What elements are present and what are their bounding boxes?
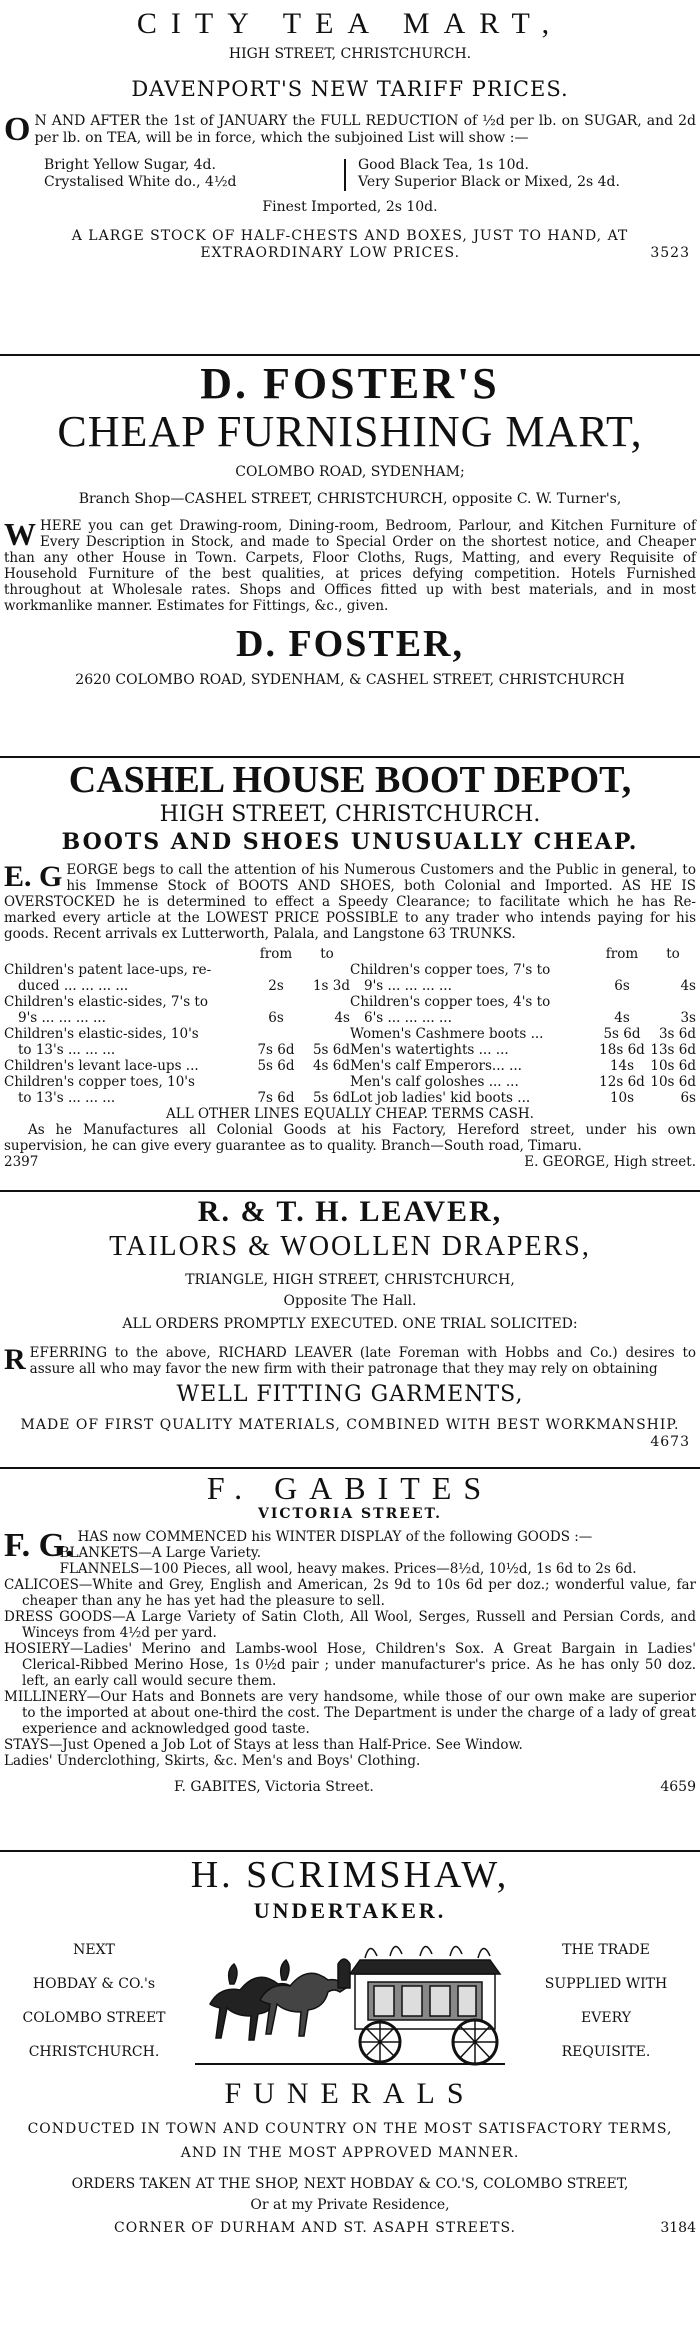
ad-intro: F. G. HAS now COMMENCED his WINTER DISPLAY of the following GOODS :—: [4, 1527, 593, 1564]
scrimshaw-ad: [0, 1853, 700, 2237]
residence-note: Or at my Private Residence,: [250, 2197, 450, 2213]
drop-cap: R: [4, 1343, 26, 1376]
ad-subtitle: TAILORS & WOOLLEN DRAPERS,: [109, 1231, 591, 1262]
ad-ref: 3184: [660, 2220, 696, 2236]
ad-sign: F. GABITES, Victoria Street.: [174, 1779, 374, 1795]
drop-cap: F. G.: [4, 1527, 74, 1564]
ad-address: HIGH STREET, CHRISTCHURCH.: [228, 46, 472, 62]
price-row: Children's levant lace-ups ... 5s 6d 4s 6d: [4, 1058, 350, 1074]
price-table-left: from to Children's patent lace-ups, re- duced ... ... ... ... 2s 1s 3d Children's elastic-sides, 7's to 9's ... ... ... ... 6s 4s Children's elastic-sides, 10's to 13's ... ... ... 7s 6d 5s 6d Children's levant lace-ups ... 5s 6d 4s 6d Children's copper toes, 10's to 13's ... ... ... 7s 6d 5s 6d: [4, 946, 350, 1106]
price-table: [4, 946, 696, 1106]
ad-body: REFERRING to the above, RICHARD LEAVER (late Foreman with Hobbs and Co.) desires to assure all who may favor the new firm with their patronage that they may rely on obtaining: [4, 1343, 696, 1377]
well-fitting: WELL FITTING GARMENTS,: [176, 1382, 524, 1407]
right-address: THE TRADE SUPPLIED WITH EVERY REQUISITE.: [544, 1942, 668, 2060]
city-tea-mart-ad: [0, 6, 700, 262]
ad-signature: D. FOSTER,: [236, 623, 464, 665]
ad-title-2: CHEAP FURNISHING MART,: [57, 407, 643, 456]
goods-item: BLANKETS—A Large Variety.: [59, 1545, 262, 1561]
ad-ref: 3523: [650, 245, 690, 261]
ad-body: E. G EORGE begs to call the attention of his Numerous Customers and the Public in general, to his Immense Stock of BOOTS AND SHOES, both Colonial and Imported. AS HE IS OVERSTOCKED he is determined to effect a Speedy Clearance; to facilitate which he has Re-marked every article at the LOWEST PRICE POSSIBLE to any trader who intends paying for his goods. Recent arrivals ex Lutterworth, Palala, and Langstone 63 TRUNKS.: [4, 860, 696, 942]
price-row: Men's watertights ... ... 18s 6d 13s 6d: [350, 1042, 696, 1058]
price-row: Lot job ladies' kid boots ... 10s 6s: [350, 1090, 696, 1106]
price-list-left: Bright Yellow Sugar, 4d. Crystalised White do., 4½d: [44, 157, 237, 190]
ad-orders: ALL ORDERS PROMPTLY EXECUTED. ONE TRIAL SOLICITED:: [122, 1316, 578, 1332]
goods-item: DRESS GOODS—A Large Variety of Satin Cloth, All Wool, Serges, Russell and Persian Cords, and Winceys from 4½d per yard.: [4, 1609, 696, 1641]
price-row: Children's elastic-sides, 10's to 13's ... ... ... 7s 6d 5s 6d: [4, 1026, 350, 1058]
price-row: Children's copper toes, 7's to 9's ... ... ... ... 6s 4s: [350, 962, 696, 994]
goods-item: CALICOES—White and Grey, English and American, 2s 9d to 10s 6d per doz.; wonderful value, far cheaper than any he has yet had the pleasure to sell.: [4, 1577, 696, 1609]
price-row: Women's Cashmere boots ... 5s 6d 3s 6d: [350, 1026, 696, 1042]
ad-subtitle: BOOTS AND SHOES UNUSUALLY CHEAP.: [61, 829, 639, 855]
ad-subtitle: VICTORIA STREET.: [257, 1506, 443, 1522]
corner-row: [4, 2220, 696, 2237]
left-address: NEXT HOBDAY & CO.'s COLOMBO STREET CHRISTCHURCH.: [22, 1942, 166, 2060]
drop-cap: W: [4, 516, 36, 552]
branch-shop: Branch Shop—CASHEL STREET, CHRISTCHURCH, opposite C. W. Turner's,: [78, 491, 622, 507]
divider: [0, 1467, 700, 1469]
ad-title: R. & T. H. LEAVER,: [197, 1195, 503, 1228]
conducted-note: CONDUCTED IN TOWN AND COUNTRY ON THE MOST SATISFACTORY TERMS,: [27, 2121, 673, 2137]
foster-furnishing-ad: [0, 360, 700, 689]
stock-notice: A LARGE STOCK OF HALF-CHESTS AND BOXES, JUST TO HAND, AT EXTRAORDINARY LOW PRICES. 3523: [71, 228, 690, 261]
ad-address: COLOMBO ROAD, SYDENHAM;: [235, 464, 465, 480]
orders-note: ORDERS TAKEN AT THE SHOP, NEXT HOBDAY & CO.'S, COLOMBO STREET,: [71, 2176, 629, 2192]
divider: [0, 354, 700, 356]
ad-footer: 2620 COLOMBO ROAD, SYDENHAM, & CASHEL STREET, CHRISTCHURCH: [75, 672, 625, 688]
price-row: Children's copper toes, 4's to 6's ... ... ... ... 4s 3s: [350, 994, 696, 1026]
manufactures-note: As he Manufactures all Colonial Goods at his Factory, Hereford street, under his own supervision, he can give every guarantee as to quality. Branch—South road, Timaru.: [4, 1122, 696, 1154]
goods-item: FLANNELS—100 Pieces, all wool, heavy makes. Prices—8½d, 10½d, 1s 6d to 2s 6d.: [59, 1561, 637, 1577]
price-row: Men's calf Emperors... ... 14s 10s 6d: [350, 1058, 696, 1074]
ad-ref: 2397: [4, 1154, 39, 1170]
price-row: Children's patent lace-ups, re- duced ... ... ... ... 2s 1s 3d: [4, 962, 350, 994]
divider: [0, 1850, 700, 1852]
drop-cap: O: [4, 111, 31, 148]
boot-depot-ad: [0, 758, 700, 1170]
ad-title: D. FOSTER'S: [200, 359, 500, 408]
price-row: Children's elastic-sides, 7's to 9's ... ... ... ... 6s 4s: [4, 994, 350, 1026]
ad-title: CITY TEA MART,: [136, 7, 564, 40]
gabites-ad: [0, 1470, 700, 1796]
finest-price: Finest Imported, 2s 10d.: [262, 199, 438, 215]
approved-note: AND IN THE MOST APPROVED MANNER.: [180, 2145, 520, 2161]
price-list: [4, 157, 696, 191]
ad-subtitle: DAVENPORT'S NEW TARIFF PRICES.: [131, 77, 569, 101]
ad-body: WHERE you can get Drawing-room, Dining-room, Bedroom, Parlour, and Kitchen Furniture of Every Description in Stock, and made to Special Order on the shortest notice, and Cheaper than any other House in Town. Carpets, Floor Cloths, Rugs, Matting, and every Requisite of Household Furniture of the best qualities, at prices defying competition. Hotels Furnished throughout at Wholesale rates. Shops and Offices fitted up with best materials, and in most workmanlike manner. Estimates for Fittings, &c., given.: [4, 516, 696, 614]
ad-intro: O N AND AFTER the 1st of JANUARY the FULL REDUCTION of ½d per lb. on SUGAR, and 2d per lb. on TEA, will be in force, which the subjoined List will show :—: [4, 111, 696, 148]
ad-title: CASHEL HOUSE BOOT DEPOT,: [68, 759, 632, 801]
goods-item: Ladies' Underclothing, Skirts, &c. Men's and Boys' Clothing.: [4, 1753, 421, 1769]
funerals-heading: FUNERALS: [224, 2077, 476, 2110]
goods-list: [4, 1545, 696, 1769]
ad-ref: 4673: [650, 1434, 690, 1450]
ad-ref: 4659: [660, 1779, 696, 1795]
ad-sign-row: [4, 1154, 696, 1170]
ad-subtitle: UNDERTAKER.: [253, 1898, 447, 1923]
ad-address: TRIANGLE, HIGH STREET, CHRISTCHURCH,: [185, 1272, 515, 1288]
price-table-right: from to Children's copper toes, 7's to 9's ... ... ... ... 6s 4s Children's copper toes, 4's to 6's ... ... ... ... 4s 3s Women's Cashmere boots ... 5s 6d 3s 6d Men's watertights ... ... 18s 6d 13s 6d Men's calf Emperors... ... 14s 10s 6d Men's calf goloshes ... ... 12s 6d 10s 6d Lot job ladies' kid boots ... 10s 6s: [350, 946, 696, 1106]
goods-item: HOSIERY—Ladies' Merino and Lambs-wool Hose, Children's Sox. A Great Bargain in Ladies' Clerical-Ribbed Merino Hose, 1s 0½d pair ; under manufacturer's price. As he has only 50 doz. left, an early call would secure them.: [4, 1641, 696, 1689]
price-list-right: Good Black Tea, 1s 10d. Very Superior Black or Mixed, 2s 4d.: [358, 157, 620, 190]
ad-opposite: Opposite The Hall.: [283, 1293, 417, 1309]
hearse-illustration: [190, 1934, 510, 2069]
materials-note: MADE OF FIRST QUALITY MATERIALS, COMBINED WITH BEST WORKMANSHIP. 4673: [20, 1417, 690, 1450]
leaver-tailors-ad: [0, 1194, 700, 1451]
other-lines: ALL OTHER LINES EQUALLY CHEAP. TERMS CASH.: [166, 1106, 534, 1122]
ad-sign-row: [4, 1779, 696, 1796]
price-row: Men's calf goloshes ... ... 12s 6d 10s 6d: [350, 1074, 696, 1090]
hearse-block: [4, 1931, 696, 2071]
drop-cap: E. G: [4, 860, 63, 893]
ad-sign: E. GEORGE, High street.: [524, 1154, 696, 1170]
divider: [0, 1190, 700, 1192]
ad-title: F. GABITES: [206, 1470, 494, 1506]
price-row: Children's copper toes, 10's to 13's ... ... ... 7s 6d 5s 6d: [4, 1074, 350, 1106]
corner-address: CORNER OF DURHAM AND ST. ASAPH STREETS.: [114, 2220, 516, 2236]
ad-title: H. SCRIMSHAW,: [190, 1854, 510, 1896]
goods-item: MILLINERY—Our Hats and Bonnets are very handsome, while those of our own make are superior to the imported at about one-third the cost. The Department is under the charge of a lady of great experience and acknowledged good taste.: [4, 1689, 696, 1737]
ad-address: HIGH STREET, CHRISTCHURCH.: [159, 802, 541, 827]
goods-item: STAYS—Just Opened a Job Lot of Stays at less than Half-Price. See Window.: [4, 1737, 523, 1753]
